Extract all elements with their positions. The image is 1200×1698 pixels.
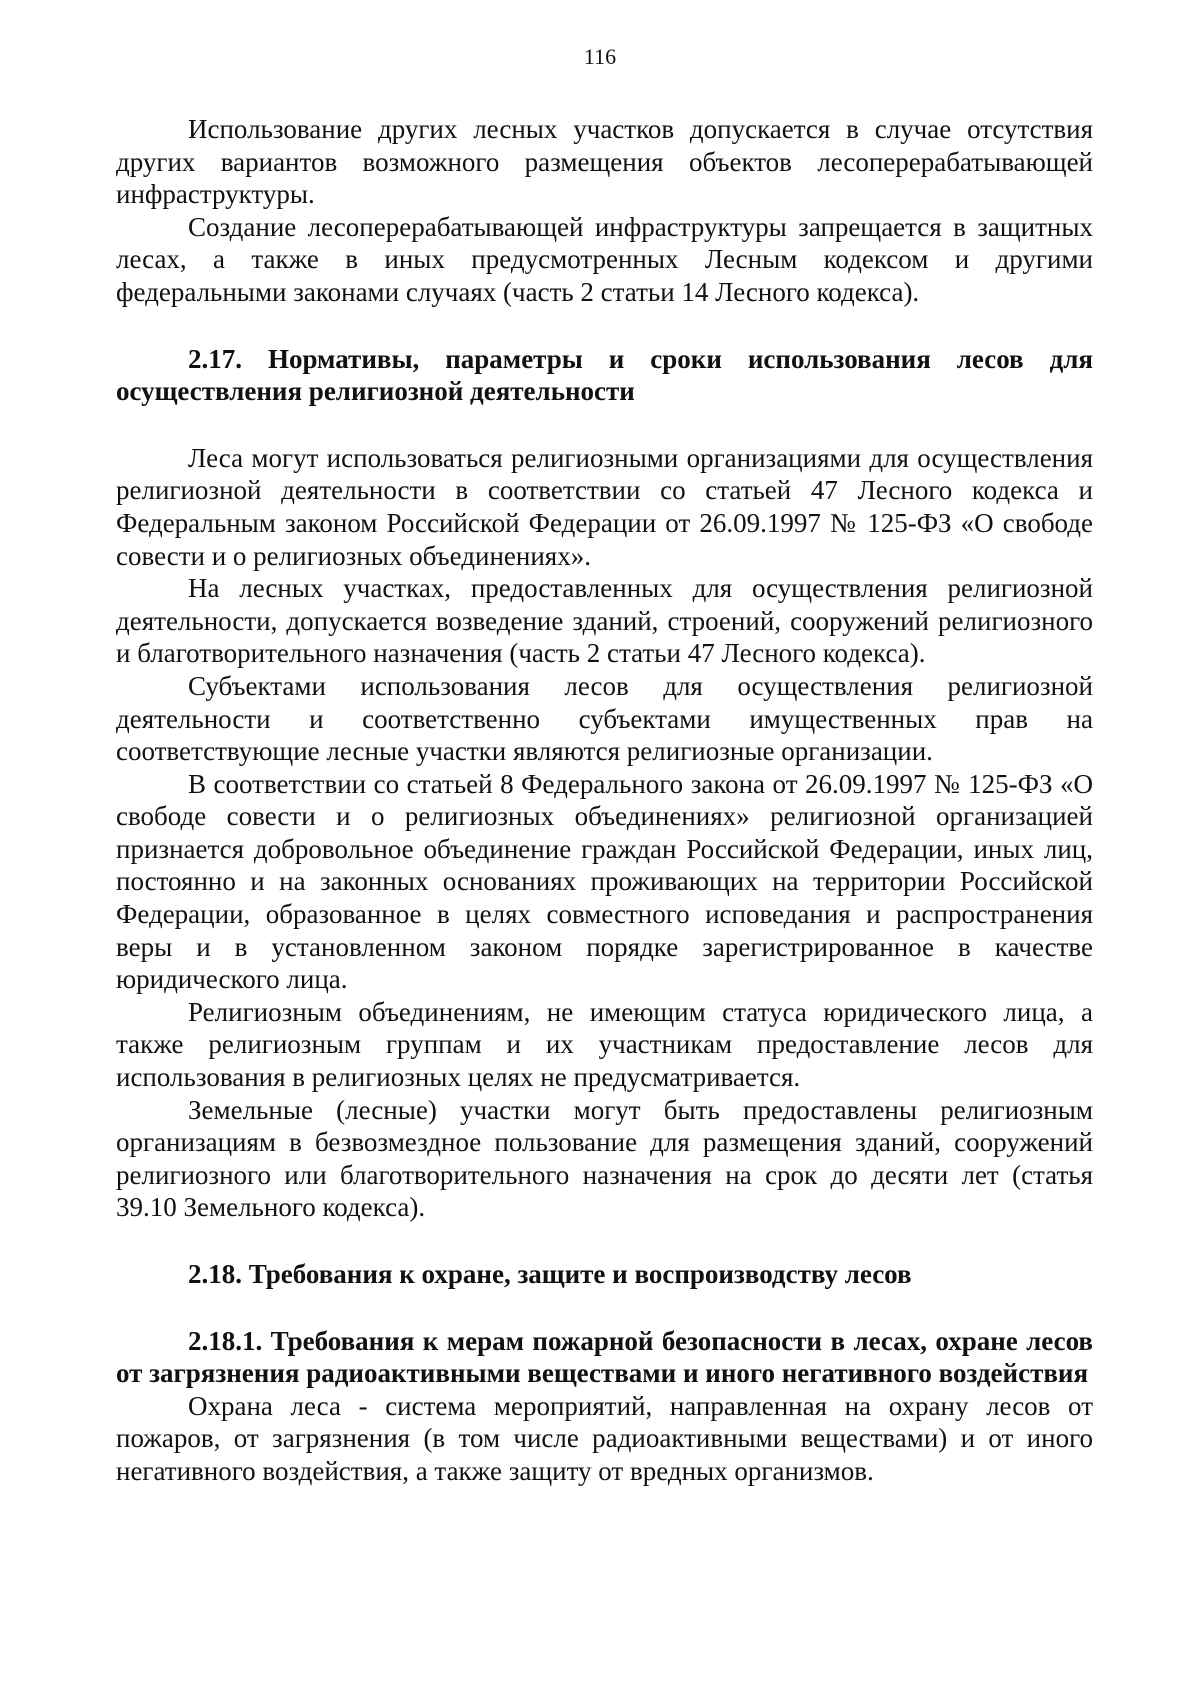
page-number: 116 (583, 44, 617, 69)
paragraph-2-17-6: Земельные (лесные) участки могут быть предоставлены религиозным организациям в безвозмездное пользование для размещения зданий, сооружений религиозного или благотворительного назначения на срок до десяти лет (статья 39.10 Земельного кодекса). (116, 1094, 1093, 1223)
section-heading-2-18: 2.18. Требования к охране, защите и воспроизводству лесов (188, 1259, 912, 1289)
paragraph-2-17-1: Леса могут использоваться религиозными организациями для осуществления религиозной деятельности в соответствии со статьей 47 Лесного кодекса и Федеральным законом Российской Федерации от 26.09.1997 № 125-ФЗ «О свободе совести и о религиозных объединениях». (116, 442, 1093, 571)
paragraph-2-17-2: На лесных участках, предоставленных для осуществления религиозной деятельности, допускается возведение зданий, строений, сооружений религиозного и благотворительного назначения (часть 2 статьи 47 Лесного кодекса). (116, 573, 1093, 669)
paragraph-2-17-5: Религиозным объединениям, не имеющим статуса юридического лица, а также религиозным группам и их участникам предоставление лесов для использования в религиозных целях не предусматривается. (116, 996, 1093, 1093)
page-content (116, 113, 1093, 1488)
section-heading-2-18-1: 2.18.1. Требования к мерам пожарной безопасности в лесах, охране лесов от загрязнения радиоактивными веществами и иного негативного воздействия (116, 1325, 1093, 1389)
section-heading-2-17: 2.17. Нормативы, параметры и сроки использования лесов для осуществления религиозной деятельности (116, 343, 1093, 407)
paragraph-intro-2: Создание лесоперерабатывающей инфраструктуры запрещается в защитных лесах, а также в иных предусмотренных Лесным кодексом и другими федеральными законами случаях (часть 2 статьи 14 Лесного кодекса). (116, 211, 1093, 307)
paragraph-2-17-3: Субъектами использования лесов для осуществления религиозной деятельности и соответственно субъектами имущественных прав на соответствующие лесные участки являются религиозные организации. (116, 670, 1093, 767)
paragraph-2-18-1-1: Охрана леса - система мероприятий, направленная на охрану лесов от пожаров, от загрязнения (в том числе радиоактивными веществами) и от иного негативного воздействия, а также защиту от вредных организмов. (116, 1390, 1093, 1486)
paragraph-2-17-4: В соответствии со статьей 8 Федерального закона от 26.09.1997 № 125-ФЗ «О свободе совести и о религиозных объединениях» религиозной организацией признается добровольное объединение граждан Российской Федерации, иных лиц, постоянно и на законных основаниях проживающих на территории Российской Федерации, образованное в целях совместного исповедания и распространения веры и в установленном законом порядке зарегистрированное в качестве юридического лица. (116, 768, 1093, 995)
paragraph-intro-1: Использование других лесных участков допускается в случае отсутствия других вариантов возможного размещения объектов лесоперерабатывающей инфраструктуры. (116, 114, 1093, 210)
